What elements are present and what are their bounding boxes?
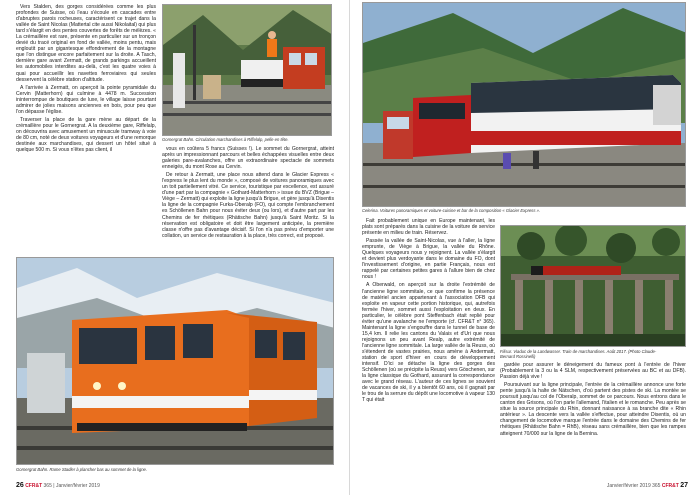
paragraph: Fait probablement unique en Europe maintenant, les plats sont préparés dans la cuisine de la voiture de service présente en milieu de train. Réservez. [362, 218, 495, 237]
issue-number: 365 [652, 483, 661, 489]
glacier-express-caption: Celerina. Voitures panoramiques et voiture-cuisine et bar de la composition « Glacier Express ». [362, 208, 541, 213]
paragraph: A l'arrivée à Zermatt, on aperçoit la pointe pyramidale du Cervin (Matterhorn) qui culmine à 4478 m. Succession ininterrompue de boutiques de luxe, le village laisse pourtant admirer de jolies maisons anciennes en bois, pour peu que l'on dépasse l'église. [16, 84, 156, 115]
paragraph: De retour à Zermatt, une place nous attend dans le Glacier Express « l'express le plus lent du monde », composé de voitures panoramiques avec un toit partiellement vitré. Ce service, touristique par excellence, est assuré d'une part par la compagnie « Gothard-Matterhorn » issue du BVZ (Brigue – Viège – Zermatt) qui exploite la ligne jusqu'à Brigue, et gère jusqu'à Disentis la ligne de la compagnie Furka-Oberalp (FO), qui compte l'embranchement es Schöllenen Bahn pour nous éviter deux (ou lors), et d'autre part par les Chemins de fer rhétiques (Rhätische Bahn) jusqu'à Saint Moritz. Si la réservation est obligatoire et doit être largement anticipée, la première classe n'offre pas d'avantage décisif. Si l'on n'a pas prévu d'emporter une collation, un service de restauration à la place, très correct, est proposé. [162, 172, 334, 239]
caption-line: Filisur. Viaduc de la Landwasser. Train de marchandises. Août 2017. (Photo Claude- [500, 349, 657, 354]
landwasser-viaduct-illustration [501, 226, 686, 347]
left-column-2-text [162, 146, 334, 256]
paragraph: Poursuivant sur la ligne principale, l'entrée de la crémaillère annonce une forte pente jusqu'à la halte de Nätschen, d'où partent des pistes de ski. La montée se poursuit jusqu'au col de l'Oberalp, sommet de ce parcours. Nous entrons dans le canton des Grisons, où l'on parle l'allemand, l'italien et le romanche. Peu après se situe la source principale du Rhin, donnant naissance à sa branche dite « Rhin antérieur ». La descente vers la vallée s'effectue, pour atteindre Disentis, où un changement de locomotive marque l'entrée dans le domaine des Chemins de fer rhétiques (Rhätische Bahn = RhB), réseau sans crémaillère, bien que les rampes atteignent 70/000 sur la ligne de la Bernina. [500, 382, 686, 437]
magazine-brand: CFR&T [25, 483, 43, 489]
page-number: 26 [16, 482, 24, 489]
left-footer [16, 482, 100, 489]
gornergrat-caption: Gornergrat Bahn. Rame Stadler à plancher bas au sommet de la ligne. [16, 467, 148, 472]
left-column-1-text [16, 4, 156, 255]
issue-info: 365 | Janvier/février 2019 [43, 483, 100, 489]
page-number: 27 [680, 482, 688, 489]
paragraph: Traverser la place de la gare mène au départ de la crémaillère pour le Gornergrat. A la deuxième gare, Riffelalp, on découvrira avec amusement un minuscule tramway à voie de 80 cm, noté de deux voitures voyageurs et d'une remorque destinée aux marchandises, qui dessert un hôtel situé à quelque 500 m. Si vous n'êtes pas client, il [16, 116, 156, 154]
glacier-express-illustration [363, 3, 686, 207]
riffelalp-caption: Gornergrat Bahn. Circulation marchandises à Riffelalp, pelle en tête. [162, 137, 289, 142]
right-column-1-text [362, 218, 495, 476]
right-column-2-text [500, 362, 686, 476]
paragraph: Passée la vallée de Saint-Nicolas, vue à l'aller, la ligne emprunte, de Viège à Brigue, la vallée du Rhône. Quelques voyageurs nous y rejoignent. La vallée s'élargit et devient plus verdoyante dans le domaine du FO, dont l'investissement d'origine, en partie Français, nous est rappelé par certaines petites gares à l'allure bien de chez nous ! [362, 238, 495, 281]
right-page [350, 0, 700, 495]
riffelalp-photo [162, 4, 332, 136]
paragraph: vous en coûtera 5 francs (Suisses !). Le sommet du Gornergrat, atteint après un impressionnant parcours et belles échappées visuelles entre deux galeries pare-avalanches, offre un extraordinaire spectacle de sommets enneigés, du mont Rose au Cervin. [162, 146, 334, 171]
magazine-brand: CFR&T [661, 483, 679, 489]
riffelalp-illustration [163, 5, 332, 136]
paragraph: gardée pour assurer le déneigement du fameux pont à l'entrée de l'hiver (Probablement la 3 ou la 4 SLM, respectivement préservées au BC et au DFB). Passion déjà vive ! [500, 362, 686, 381]
glacier-express-photo [362, 2, 686, 207]
paragraph: Vers Stalden, des gorges considérées comme les plus profondes de Suisse, où l'eau s'écoule en cascades entre d'abruptes parois rocheuses, caractérisent ce trajet dans la vallée de Saint Nicolas (Mattertal cite aussi Nikolaital) qui plus tard s'élargit en des pentes couvertes de forêts de mélèzes. « La crémaillère est rare, présente en particulier sur un tronçon devié du tracé original en fond de vallée, moins pentu, mais engloutit par un gigantesque effondrement de la montagne que l'on distingue encore parfaitement sur la droite. A Tasch, dernière gare avant Zermatt, de grands parkings accueillent les automobiles interdites au-delà, c'est les quatre voies à quai pour accueillir les navettes ferroviaires qui seules desservent la célèbre station d'altitude. [16, 4, 156, 83]
caption-line: Bernard Rossinelli) [500, 354, 536, 359]
landwasser-caption [500, 349, 686, 359]
gornergrat-train-illustration [17, 258, 334, 465]
right-footer [607, 482, 688, 489]
issue-date: Janvier/février 2019 [606, 483, 651, 489]
landwasser-photo [500, 225, 686, 347]
paragraph: A Oberwald, on aperçoit sur la droite l'extrémité de l'ancienne ligne sommitale, ce que confirme la présence de matériel ancien appartenant à l'association DFB qui exploite en vapeur cette portion historique, qui, autrefois fermée l'hiver, sommet aussi l'exploitation en deux. En particulier, le célèbre pont Steffenbach était replié pour éviter qu'une avalanche ne l'emporte (cf. CFR&T n° 365). Maintenant la ligne s'engouffre dans le tunnel de base de 15,4 km. Il relie les cantons du Valais et d'Uri que nous rejoignons un peu avant Realp, autre extrémité de l'ancienne ligne sommitale. La large vallée de la Reuss, où s'étendent de vastes prairies, nous amène à Andermatt, station de sport d'hiver en cours de développement intensif. D'ici se détache la ligne des gorges des Schöllenen (où se précipite la Reuss) vers Göschenen, sur la ligne classique du Gothard, assurant la correspondance avec le grand réseau. L'auteur de ces lignes se souvient de vacances de ski, il y a bientôt 60 ans, où il gagnait par le trou de la serrure du dépôt une locomotive à vapeur 130 T qui était [362, 282, 495, 404]
gornergrat-photo [16, 257, 334, 465]
